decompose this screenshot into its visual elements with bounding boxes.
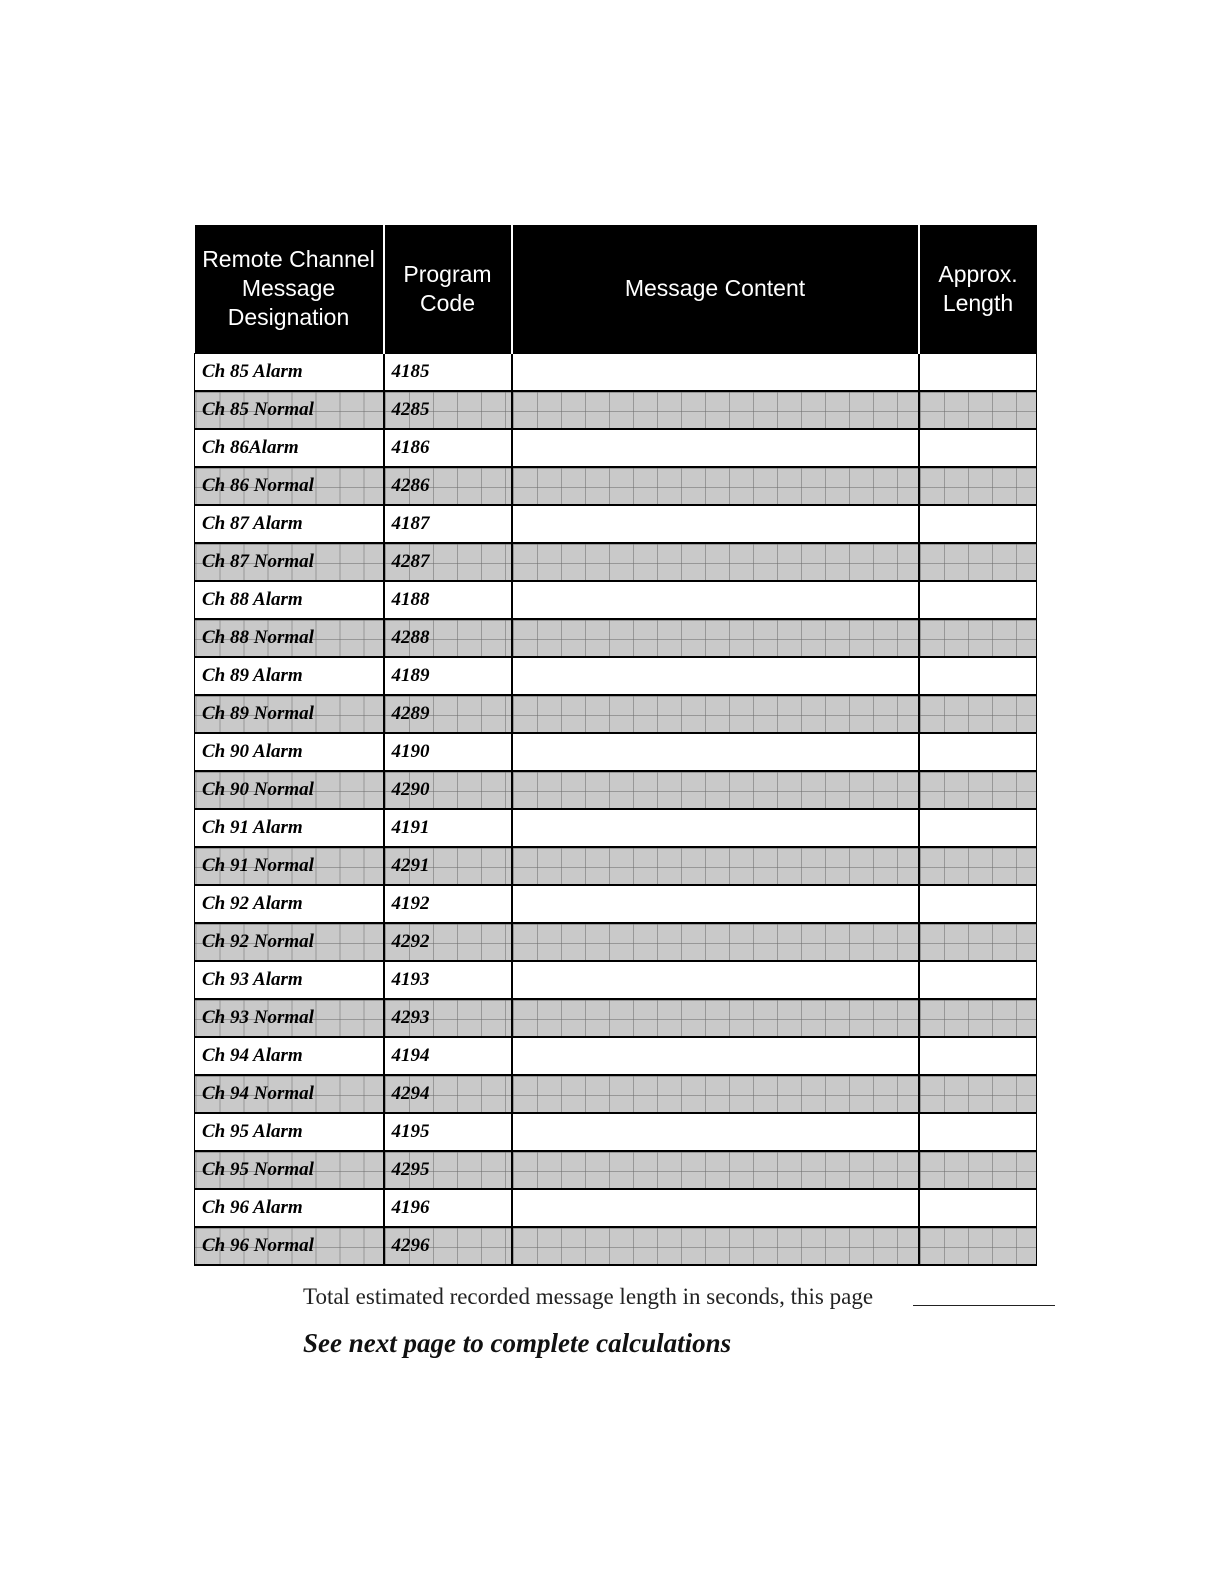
table-row xyxy=(195,505,1037,543)
program-code-cell: 4286 xyxy=(384,467,512,505)
approx-length-cell[interactable] xyxy=(919,999,1037,1037)
approx-length-cell[interactable] xyxy=(919,353,1037,391)
table-row xyxy=(195,1227,1037,1265)
table-row xyxy=(195,809,1037,847)
designation-cell: Ch 95 Normal xyxy=(195,1151,384,1189)
program-code-cell: 4193 xyxy=(384,961,512,999)
approx-length-cell[interactable] xyxy=(919,695,1037,733)
designation-cell: Ch 90 Alarm xyxy=(195,733,384,771)
message-content-cell[interactable] xyxy=(512,429,919,467)
message-content-cell[interactable] xyxy=(512,1227,919,1265)
program-code-cell: 4291 xyxy=(384,847,512,885)
table-row xyxy=(195,771,1037,809)
message-content-cell[interactable] xyxy=(512,467,919,505)
approx-length-cell[interactable] xyxy=(919,1113,1037,1151)
table-row xyxy=(195,353,1037,391)
approx-length-cell[interactable] xyxy=(919,923,1037,961)
message-content-cell[interactable] xyxy=(512,543,919,581)
approx-length-cell[interactable] xyxy=(919,429,1037,467)
approx-length-cell[interactable] xyxy=(919,581,1037,619)
program-code-cell: 4191 xyxy=(384,809,512,847)
approx-length-cell[interactable] xyxy=(919,467,1037,505)
approx-length-cell[interactable] xyxy=(919,733,1037,771)
designation-cell: Ch 87 Alarm xyxy=(195,505,384,543)
designation-cell: Ch 91 Alarm xyxy=(195,809,384,847)
message-content-cell[interactable] xyxy=(512,733,919,771)
designation-cell: Ch 94 Normal xyxy=(195,1075,384,1113)
program-code-cell: 4292 xyxy=(384,923,512,961)
program-code-cell: 4287 xyxy=(384,543,512,581)
approx-length-cell[interactable] xyxy=(919,1227,1037,1265)
table-row xyxy=(195,1113,1037,1151)
message-worksheet-table xyxy=(194,225,1037,1266)
program-code-cell: 4195 xyxy=(384,1113,512,1151)
message-content-cell[interactable] xyxy=(512,353,919,391)
header-designation: Remote Channel Message Designation xyxy=(195,225,384,353)
table-row xyxy=(195,467,1037,505)
approx-length-cell[interactable] xyxy=(919,391,1037,429)
table-row xyxy=(195,657,1037,695)
header-approx-length: Approx. Length xyxy=(919,225,1037,353)
table-row xyxy=(195,1151,1037,1189)
designation-cell: Ch 86 Normal xyxy=(195,467,384,505)
program-code-cell: 4294 xyxy=(384,1075,512,1113)
designation-cell: Ch 85 Normal xyxy=(195,391,384,429)
designation-cell: Ch 87 Normal xyxy=(195,543,384,581)
program-code-cell: 4192 xyxy=(384,885,512,923)
designation-cell: Ch 92 Alarm xyxy=(195,885,384,923)
table-body xyxy=(195,353,1037,1265)
program-code-cell: 4285 xyxy=(384,391,512,429)
program-code-cell: 4296 xyxy=(384,1227,512,1265)
designation-cell: Ch 89 Alarm xyxy=(195,657,384,695)
approx-length-cell[interactable] xyxy=(919,885,1037,923)
table-row xyxy=(195,695,1037,733)
program-code-cell: 4288 xyxy=(384,619,512,657)
approx-length-cell[interactable] xyxy=(919,657,1037,695)
message-content-cell[interactable] xyxy=(512,695,919,733)
program-code-cell: 4187 xyxy=(384,505,512,543)
approx-length-cell[interactable] xyxy=(919,809,1037,847)
approx-length-cell[interactable] xyxy=(919,1151,1037,1189)
next-page-note: See next page to complete calculations xyxy=(303,1328,732,1358)
designation-cell: Ch 88 Normal xyxy=(195,619,384,657)
table-row xyxy=(195,733,1037,771)
table-row xyxy=(195,847,1037,885)
program-code-cell: 4196 xyxy=(384,1189,512,1227)
table-row xyxy=(195,1037,1037,1075)
designation-cell: Ch 93 Alarm xyxy=(195,961,384,999)
message-content-cell[interactable] xyxy=(512,885,919,923)
message-content-cell[interactable] xyxy=(512,809,919,847)
message-content-cell[interactable] xyxy=(512,847,919,885)
table-row xyxy=(195,961,1037,999)
approx-length-cell[interactable] xyxy=(919,1075,1037,1113)
table-row xyxy=(195,1189,1037,1227)
message-content-cell[interactable] xyxy=(512,999,919,1037)
table-row xyxy=(195,1075,1037,1113)
message-content-cell[interactable] xyxy=(512,771,919,809)
table-row xyxy=(195,923,1037,961)
header-program-code: Program Code xyxy=(384,225,512,353)
designation-cell: Ch 96 Normal xyxy=(195,1227,384,1265)
table-row xyxy=(195,429,1037,467)
message-content-cell[interactable] xyxy=(512,391,919,429)
designation-cell: Ch 90 Normal xyxy=(195,771,384,809)
table-row xyxy=(195,999,1037,1037)
designation-cell: Ch 96 Alarm xyxy=(195,1189,384,1227)
message-content-cell[interactable] xyxy=(512,1113,919,1151)
approx-length-cell[interactable] xyxy=(919,505,1037,543)
message-content-cell[interactable] xyxy=(512,1075,919,1113)
designation-cell: Ch 93 Normal xyxy=(195,999,384,1037)
designation-cell: Ch 86Alarm xyxy=(195,429,384,467)
approx-length-cell[interactable] xyxy=(919,847,1037,885)
program-code-cell: 4188 xyxy=(384,581,512,619)
designation-cell: Ch 94 Alarm xyxy=(195,1037,384,1075)
program-code-cell: 4186 xyxy=(384,429,512,467)
message-content-cell[interactable] xyxy=(512,961,919,999)
message-content-cell[interactable] xyxy=(512,505,919,543)
program-code-cell: 4295 xyxy=(384,1151,512,1189)
designation-cell: Ch 85 Alarm xyxy=(195,353,384,391)
program-code-cell: 4290 xyxy=(384,771,512,809)
table-row xyxy=(195,543,1037,581)
total-length-label: Total estimated recorded message length in seconds, this page xyxy=(303,1284,874,1309)
table-row xyxy=(195,391,1037,429)
program-code-cell: 4189 xyxy=(384,657,512,695)
message-content-cell[interactable] xyxy=(512,1189,919,1227)
program-code-cell: 4194 xyxy=(384,1037,512,1075)
header-message-content: Message Content xyxy=(512,225,919,353)
designation-cell: Ch 88 Alarm xyxy=(195,581,384,619)
message-content-cell[interactable] xyxy=(512,619,919,657)
table-row xyxy=(195,619,1037,657)
designation-cell: Ch 95 Alarm xyxy=(195,1113,384,1151)
message-content-cell[interactable] xyxy=(512,581,919,619)
approx-length-cell[interactable] xyxy=(919,771,1037,809)
program-code-cell: 4190 xyxy=(384,733,512,771)
message-content-cell[interactable] xyxy=(512,657,919,695)
total-length-field[interactable] xyxy=(913,1305,1055,1306)
message-content-cell[interactable] xyxy=(512,1037,919,1075)
message-content-cell[interactable] xyxy=(512,923,919,961)
approx-length-cell[interactable] xyxy=(919,1189,1037,1227)
table-header-row xyxy=(195,225,1037,353)
approx-length-cell[interactable] xyxy=(919,961,1037,999)
table-row xyxy=(195,885,1037,923)
designation-cell: Ch 92 Normal xyxy=(195,923,384,961)
message-content-cell[interactable] xyxy=(512,1151,919,1189)
approx-length-cell[interactable] xyxy=(919,543,1037,581)
program-code-cell: 4293 xyxy=(384,999,512,1037)
table-row xyxy=(195,581,1037,619)
approx-length-cell[interactable] xyxy=(919,619,1037,657)
designation-cell: Ch 91 Normal xyxy=(195,847,384,885)
program-code-cell: 4289 xyxy=(384,695,512,733)
program-code-cell: 4185 xyxy=(384,353,512,391)
approx-length-cell[interactable] xyxy=(919,1037,1037,1075)
designation-cell: Ch 89 Normal xyxy=(195,695,384,733)
